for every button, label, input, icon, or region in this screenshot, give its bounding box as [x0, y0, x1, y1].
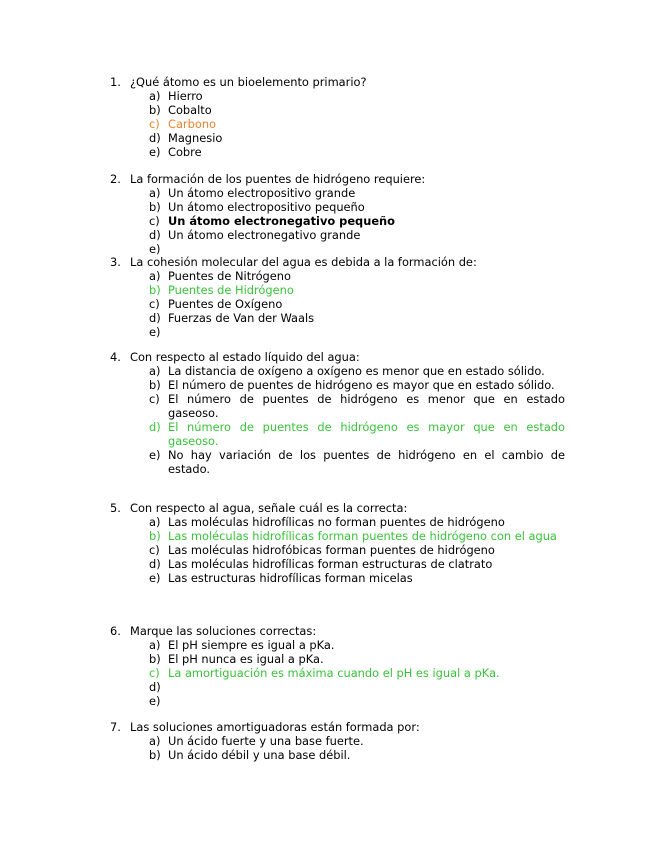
option-e: [149, 448, 565, 476]
question-number: 4.: [110, 350, 121, 364]
option-c-highlighted: [149, 117, 565, 131]
option-a: [149, 364, 565, 378]
option-b-highlighted: [149, 529, 565, 543]
question-line: [110, 350, 565, 364]
question-1: [110, 75, 565, 159]
question-number: 1.: [110, 75, 121, 89]
question-text: Con respecto al agua, señale cuál es la correcta:: [130, 501, 408, 515]
option-letter: c): [149, 117, 160, 131]
option-text: La distancia de oxígeno a oxígeno es menor que en estado sólido.: [168, 364, 545, 378]
option-c-highlighted: [149, 666, 565, 680]
option-e: [149, 325, 565, 339]
option-text: Las moléculas hidrofílicas no forman puentes de hidrógeno: [168, 515, 505, 529]
option-letter: b): [149, 283, 161, 297]
option-a: [149, 269, 565, 283]
option-c: [149, 543, 565, 557]
option-letter: d): [149, 420, 161, 434]
option-letter: c): [149, 214, 160, 228]
option-e: [149, 694, 565, 708]
option-letter: b): [149, 529, 161, 543]
options-list: [149, 269, 565, 339]
question-4: [110, 350, 565, 476]
option-letter: a): [149, 364, 161, 378]
option-letter: e): [149, 325, 161, 339]
question-line: [110, 624, 565, 638]
option-letter: d): [149, 131, 161, 145]
option-d: [149, 557, 565, 571]
option-a: [149, 89, 565, 103]
option-letter: e): [149, 571, 161, 585]
option-text: Un átomo electronegativo pequeño: [168, 214, 395, 228]
question-text: La formación de los puentes de hidrógeno requiere:: [130, 172, 426, 186]
option-letter: b): [149, 652, 161, 666]
option-letter: a): [149, 638, 161, 652]
option-text: Un átomo electropositivo grande: [168, 186, 356, 200]
option-b: [149, 103, 565, 117]
option-e: [149, 571, 565, 585]
option-text: El número de puentes de hidrógeno es mayor que en estado sólido.: [168, 378, 555, 392]
option-text: Puentes de Oxígeno: [168, 297, 283, 311]
question-7: [110, 720, 565, 762]
option-c: [149, 392, 565, 420]
option-text: La amortiguación es máxima cuando el pH es igual a pKa.: [168, 666, 500, 680]
option-letter: b): [149, 748, 161, 762]
option-c: [149, 297, 565, 311]
option-text: Un átomo electropositivo pequeño: [168, 200, 365, 214]
options-list: [149, 186, 565, 256]
option-letter: e): [149, 242, 161, 256]
option-letter: b): [149, 200, 161, 214]
question-text: Las soluciones amortiguadoras están formada por:: [130, 720, 420, 734]
option-d: [149, 311, 565, 325]
question-text: ¿Qué átomo es un bioelemento primario?: [130, 75, 367, 89]
option-b-highlighted: [149, 283, 565, 297]
option-letter: a): [149, 269, 161, 283]
question-6: [110, 624, 565, 708]
option-text: Fuerzas de Van der Waals: [168, 311, 315, 325]
option-text: Las estructuras hidrofílicas forman micelas: [168, 571, 413, 585]
option-letter: b): [149, 378, 161, 392]
question-line: [110, 255, 565, 269]
option-letter: d): [149, 311, 161, 325]
question-number: 3.: [110, 255, 121, 269]
option-letter: c): [149, 392, 160, 406]
option-b: [149, 200, 565, 214]
question-line: [110, 501, 565, 515]
option-letter: a): [149, 186, 161, 200]
question-line: [110, 75, 565, 89]
options-list: [149, 89, 565, 159]
option-letter: b): [149, 103, 161, 117]
question-text: La cohesión molecular del agua es debida a la formación de:: [130, 255, 477, 269]
option-letter: a): [149, 89, 161, 103]
option-text: El número de puentes de hidrógeno es menor que en estado gaseoso.: [168, 392, 565, 420]
question-number: 6.: [110, 624, 121, 638]
question-line: [110, 172, 565, 186]
option-text: Magnesio: [168, 131, 223, 145]
option-text: Un átomo electronegativo grande: [168, 228, 361, 242]
question-line: [110, 720, 565, 734]
option-text: Puentes de Nitrógeno: [168, 269, 291, 283]
option-a: [149, 638, 565, 652]
option-text: Hierro: [168, 89, 203, 103]
options-list: [149, 734, 565, 762]
option-letter: c): [149, 666, 160, 680]
option-b: [149, 652, 565, 666]
option-a: [149, 515, 565, 529]
option-text: Cobre: [168, 145, 202, 159]
option-letter: c): [149, 543, 160, 557]
option-letter: a): [149, 515, 161, 529]
option-letter: e): [149, 694, 161, 708]
question-text: Con respecto al estado líquido del agua:: [130, 350, 360, 364]
option-d: [149, 228, 565, 242]
options-list: [149, 638, 565, 708]
option-b: [149, 748, 565, 762]
option-letter: e): [149, 145, 161, 159]
option-d-highlighted: [149, 420, 565, 448]
option-letter: d): [149, 557, 161, 571]
option-d: [149, 131, 565, 145]
option-text: Un ácido fuerte y una base fuerte.: [168, 734, 364, 748]
option-a: [149, 734, 565, 748]
option-b: [149, 378, 565, 392]
question-text: Marque las soluciones correctas:: [130, 624, 317, 638]
option-text: Cobalto: [168, 103, 212, 117]
options-list: [149, 515, 565, 585]
question-2: [110, 172, 565, 256]
option-a: [149, 186, 565, 200]
option-e: [149, 242, 565, 256]
option-letter: d): [149, 680, 161, 694]
option-text: El pH nunca es igual a pKa.: [168, 652, 324, 666]
option-text: Puentes de Hidrógeno: [168, 283, 294, 297]
question-5: [110, 501, 565, 585]
question-3: [110, 255, 565, 339]
question-number: 5.: [110, 501, 121, 515]
option-text: Un ácido débil y una base débil.: [168, 748, 351, 762]
option-d: [149, 680, 565, 694]
option-text: No hay variación de los puentes de hidrógeno en el cambio de estado.: [168, 448, 565, 476]
option-c-highlighted: [149, 214, 565, 228]
option-text: Carbono: [168, 117, 217, 131]
option-letter: e): [149, 448, 161, 462]
option-text: El pH siempre es igual a pKa.: [168, 638, 335, 652]
question-number: 2.: [110, 172, 121, 186]
option-letter: d): [149, 228, 161, 242]
option-text: El número de puentes de hidrógeno es mayor que en estado gaseoso.: [168, 420, 565, 448]
option-letter: a): [149, 734, 161, 748]
option-text: Las moléculas hidrofóbicas forman puentes de hidrógeno: [168, 543, 495, 557]
question-number: 7.: [110, 720, 121, 734]
option-e: [149, 145, 565, 159]
options-list: [149, 364, 565, 476]
option-text: Las moléculas hidrofílicas forman puentes de hidrógeno con el agua: [168, 529, 557, 543]
option-text: Las moléculas hidrofílicas forman estructuras de clatrato: [168, 557, 493, 571]
option-letter: c): [149, 297, 160, 311]
